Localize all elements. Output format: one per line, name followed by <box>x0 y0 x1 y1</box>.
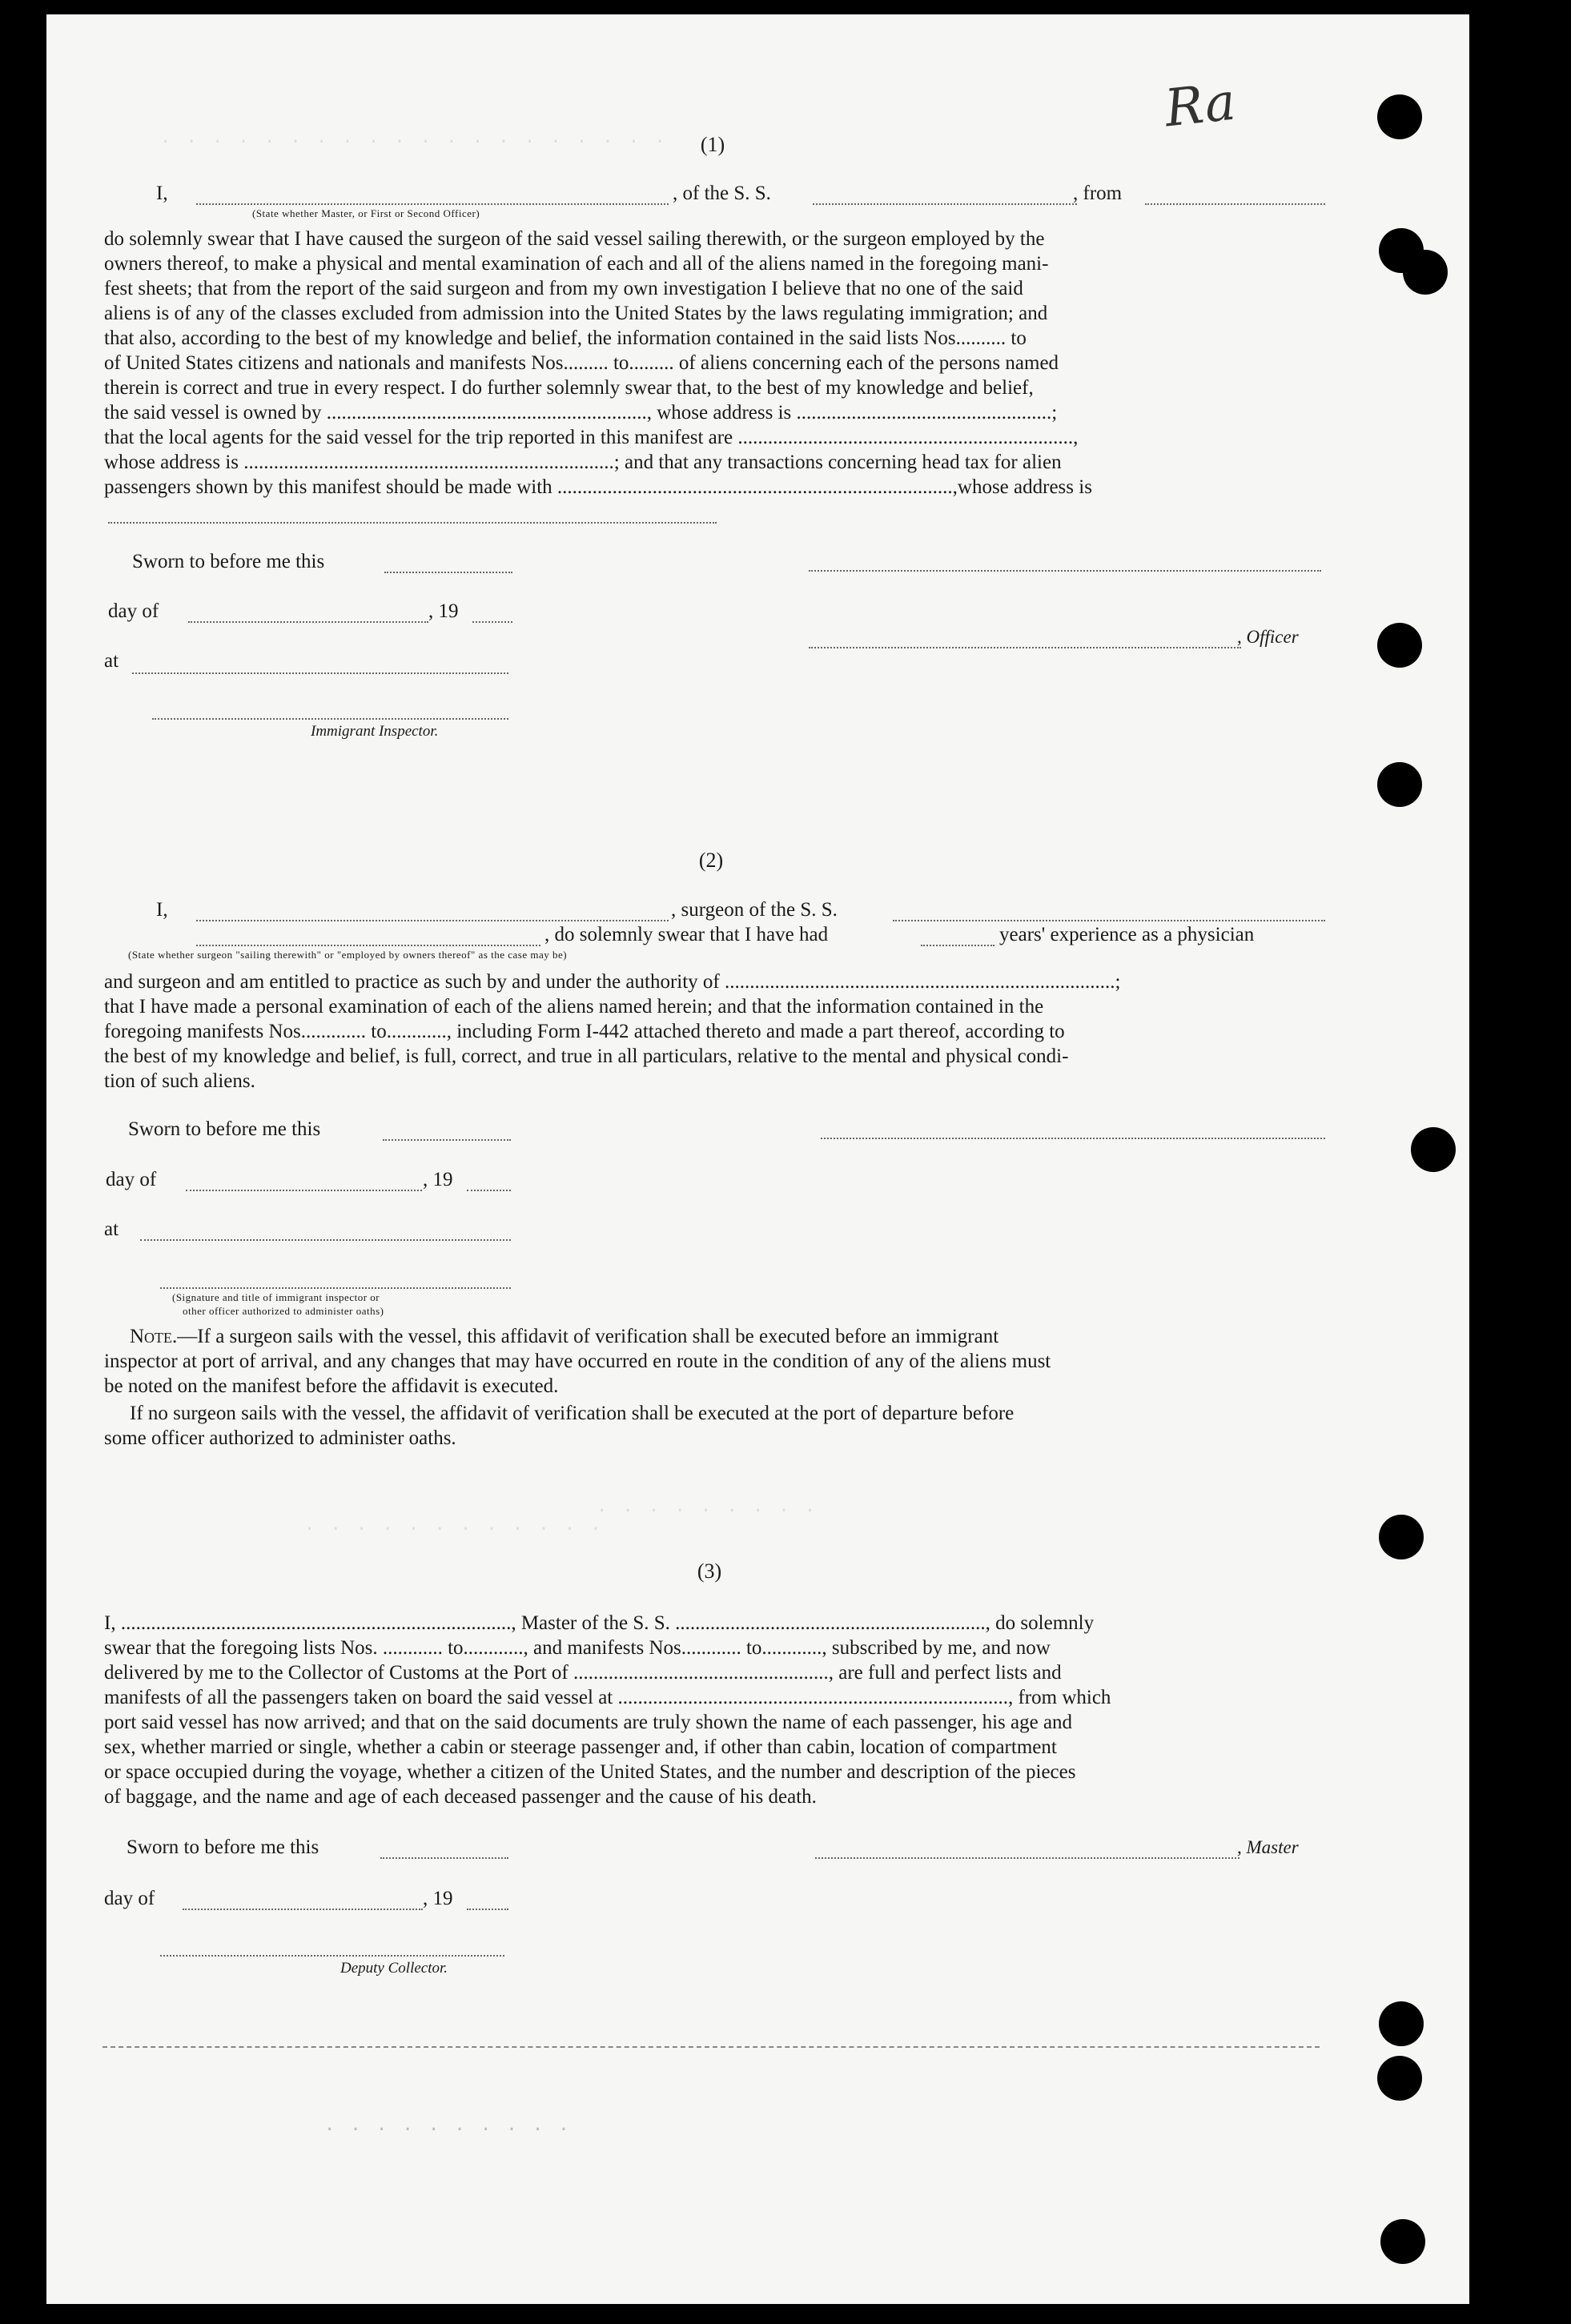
body-line: therein is correct and true in every respect. I do further solemnly swear that, to the best of my knowledge and belief, <box>104 377 1034 399</box>
surgeon-lead: I, <box>156 899 168 921</box>
punch-hole-icon <box>1377 623 1422 668</box>
inspector-caption: Immigrant Inspector. <box>311 723 439 740</box>
body-line: I, .............................................................................., Master of the S. S. .............................................................., do solemnly <box>104 1612 1095 1634</box>
day-field[interactable] <box>188 620 428 623</box>
day-label: day of <box>108 600 159 622</box>
note-line: some officer authorized to administer oaths. <box>104 1427 456 1449</box>
signature-caption: other officer authorized to administer oaths) <box>183 1305 384 1317</box>
surgeon-name-field[interactable] <box>196 918 669 921</box>
officer-signature-field[interactable] <box>809 645 1241 648</box>
body-line: that the local agents for the said vessel for the trip reported in this manifest are ..................................................................., <box>104 427 1079 448</box>
officer-label <box>1237 626 1299 648</box>
surgeon-status-field[interactable] <box>196 943 540 946</box>
section-number: (3) <box>697 1559 722 1583</box>
signature-field[interactable] <box>809 568 1321 572</box>
sworn-date-field[interactable] <box>380 1856 508 1859</box>
note-line: be noted on the manifest before the affidavit is executed. <box>104 1375 559 1397</box>
punch-hole-icon <box>1377 94 1422 139</box>
oath-body <box>104 227 1329 500</box>
punch-hole-icon <box>1411 1127 1456 1172</box>
bleed-through-text: · · · · · · · · · · <box>324 2120 572 2140</box>
master-title: , Master <box>1237 1837 1299 1857</box>
body-line: manifests of all the passengers taken on board the said vessel at .............................................................................., from which <box>104 1687 1111 1708</box>
punch-hole-icon <box>1380 2219 1425 2264</box>
surgeon-signature-field[interactable] <box>821 1136 1325 1139</box>
surgeon-of-label: , surgeon of the S. S. <box>671 899 838 921</box>
collector-signature-field[interactable] <box>160 1953 504 1957</box>
year-label: , 19 <box>423 1888 453 1909</box>
field-caption: (State whether Master, or First or Second Officer) <box>252 207 480 219</box>
year-field[interactable] <box>472 620 512 623</box>
sworn-date-field[interactable] <box>384 570 512 573</box>
note-line: If no surgeon sails with the vessel, the affidavit of verification shall be executed at the port of departure before <box>130 1403 1015 1424</box>
bleed-through-text: · · · · · · · · · · · · · · · · · · · · <box>160 132 668 152</box>
body-line: whose address is ..........................................................................; and that any transactions concerning head tax for alien <box>104 452 1062 473</box>
body-line: swear that the foregoing lists Nos. ............ to............, and manifests Nos............ to............, subscribed by me, and now <box>104 1637 1051 1659</box>
officer-name-field[interactable] <box>196 202 669 205</box>
at-place-field[interactable] <box>132 671 508 674</box>
body-line: the said vessel is owned by ................................................................, whose address is ...................................................; <box>104 402 1058 423</box>
year-label: , 19 <box>428 600 459 622</box>
swear-label: , do solemnly swear that I have had <box>544 924 829 945</box>
surgeon-body <box>104 969 1329 1094</box>
body-line: that also, according to the best of my knowledge and belief, the information contained in the said lists Nos.......... to <box>104 327 1027 349</box>
punch-hole-icon <box>1379 2001 1424 2046</box>
note-label: Note. <box>130 1326 178 1347</box>
port-from-field[interactable] <box>1145 202 1325 205</box>
at-place-field[interactable] <box>140 1238 511 1241</box>
punch-hole-icon <box>1403 250 1448 295</box>
year-field[interactable] <box>467 1907 508 1910</box>
years-field[interactable] <box>921 943 994 946</box>
sworn-label: Sworn to before me this <box>127 1836 319 1858</box>
note-line: inspector at port of arrival, and any changes that may have occurred en route in the condition of any of the aliens must <box>104 1351 1051 1372</box>
oath-line-1 <box>156 183 168 205</box>
body-line: or space occupied during the voyage, whether a citizen of the United States, and the number and description of the pieces <box>104 1761 1076 1783</box>
punch-hole-icon <box>1379 1515 1424 1559</box>
note-text: —If a surgeon sails with the vessel, this affidavit of verification shall be executed before an immigrant <box>177 1326 999 1347</box>
sworn-label: Sworn to before me this <box>128 1118 321 1140</box>
body-line: foregoing manifests Nos............. to............, including Form I-442 attached thereto and made a part thereof, according to <box>104 1021 1065 1042</box>
note-line <box>130 1326 998 1348</box>
master-signature-field[interactable] <box>815 1856 1240 1859</box>
bottom-rule <box>102 2046 1320 2048</box>
collector-caption: Deputy Collector. <box>340 1960 448 1977</box>
officer-title: , Officer <box>1237 627 1299 647</box>
body-line: the best of my knowledge and belief, is full, correct, and true in all particulars, relative to the mental and physical condi- <box>104 1046 1069 1067</box>
scan-edge <box>1469 0 1571 2324</box>
body-line: delivered by me to the Collector of Customs at the Port of ..................................................., are full and perfect lists and <box>104 1662 1062 1684</box>
sworn-date-field[interactable] <box>383 1138 511 1141</box>
section-number: (2) <box>698 849 724 872</box>
official-signature-field[interactable] <box>160 1286 511 1289</box>
at-label: at <box>104 1218 119 1240</box>
signature-caption: (Signature and title of immigrant inspector or <box>172 1291 380 1303</box>
body-line: and surgeon and am entitled to practice as such by and under the authority of ..............................................................................; <box>104 971 1121 993</box>
surgeon-ship-field[interactable] <box>893 918 1325 921</box>
master-label <box>1237 1836 1299 1859</box>
field-caption: (State whether surgeon "sailing therewith" or "employed by owners thereof" as the case may be) <box>128 949 568 961</box>
continuation-field[interactable] <box>108 520 717 524</box>
punch-hole-icon <box>1377 762 1422 807</box>
body-line: fest sheets; that from the report of the said surgeon and from my own investigation I believe that no one of the said <box>104 278 1023 299</box>
day-label: day of <box>104 1888 155 1909</box>
body-line: do solemnly swear that I have caused the surgeon of the said vessel sailing therewith, or the surgeon employed by the <box>104 228 1045 250</box>
ship-name-field[interactable] <box>813 202 1077 205</box>
body-line: owners thereof, to make a physical and mental examination of each and all of the aliens named in the foregoing mani- <box>104 253 1049 275</box>
sworn-label: Sworn to before me this <box>132 551 325 572</box>
body-line: sex, whether married or single, whether a cabin or steerage passenger and, if other than cabin, location of compartment <box>104 1736 1057 1758</box>
year-label: , 19 <box>423 1169 453 1190</box>
master-body <box>104 1611 1329 1809</box>
ship-label: , of the S. S. <box>673 183 771 204</box>
at-label: at <box>104 650 119 672</box>
body-line: passengers shown by this manifest should be made with ...............................................................................,whose address is <box>104 476 1092 498</box>
day-label: day of <box>106 1169 157 1190</box>
oath-lead: I, <box>156 183 168 204</box>
bleed-through-text: · · · · · · · · · · · · <box>304 1519 604 1539</box>
from-label: , from <box>1073 183 1123 204</box>
body-line: aliens is of any of the classes excluded from admission into the United States by the laws regulating immigration; and <box>104 303 1048 324</box>
punch-hole-icon <box>1377 2056 1422 2101</box>
body-line: port said vessel has now arrived; and that on the said documents are truly shown the name of each passenger, his age and <box>104 1712 1073 1733</box>
year-field[interactable] <box>467 1188 511 1191</box>
bleed-through-text: · · · · · · · · · <box>597 1501 818 1521</box>
inspector-signature-field[interactable] <box>152 716 508 720</box>
body-line: of United States citizens and nationals and manifests Nos......... to......... of aliens concerning each of the persons named <box>104 352 1059 374</box>
day-field[interactable] <box>183 1907 423 1910</box>
body-line: tion of such aliens. <box>104 1070 255 1092</box>
body-line: that I have made a personal examination of each of the aliens named herein; and that the information contained in the <box>104 996 1044 1018</box>
handwritten-note: Ra <box>1162 72 1239 139</box>
years-label: years' experience as a physician <box>999 924 1255 945</box>
section-number: (1) <box>700 133 725 156</box>
body-line: of baggage, and the name and age of each deceased passenger and the cause of his death. <box>104 1786 817 1808</box>
day-field[interactable] <box>186 1188 422 1191</box>
